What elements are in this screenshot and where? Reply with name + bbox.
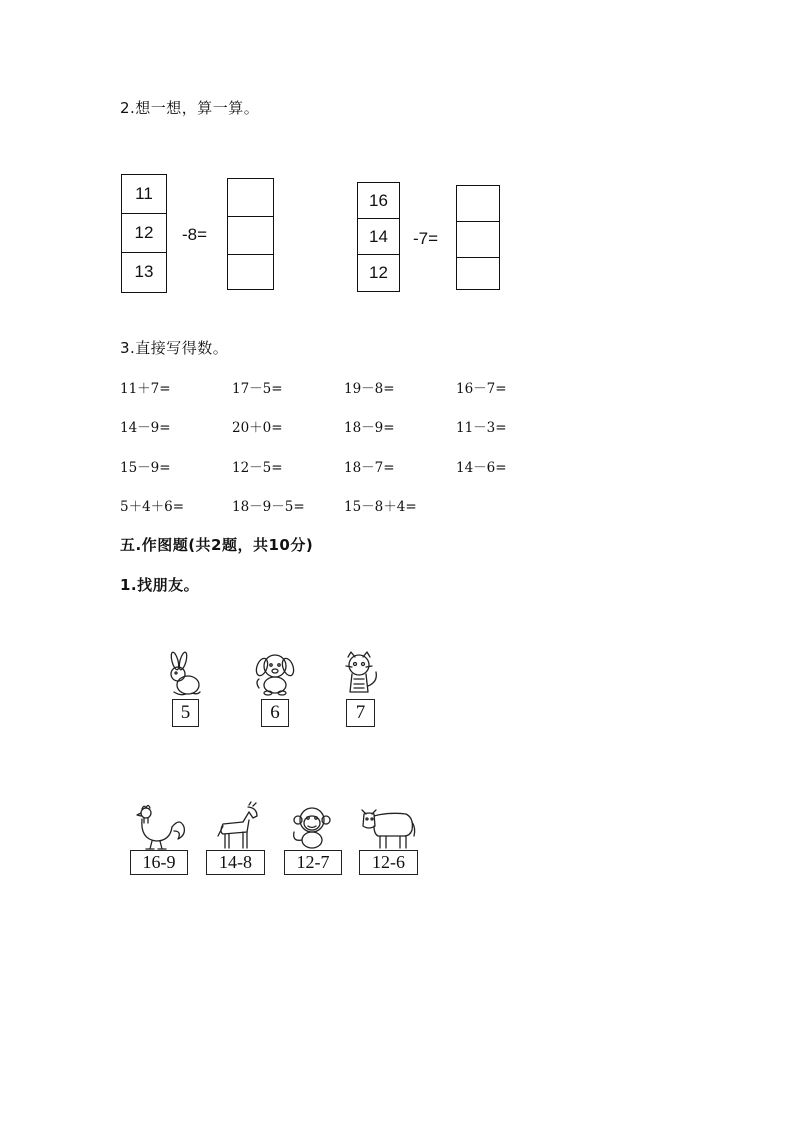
number-cell: 12	[122, 214, 166, 253]
calc-item: 14－6=	[456, 460, 507, 476]
calc-item: 17－5=	[232, 381, 283, 397]
expression-box: 16-9	[130, 850, 188, 875]
monkey-icon	[288, 806, 334, 850]
puppy-icon	[253, 652, 297, 696]
number-cell: 12	[369, 262, 388, 282]
left-number-stack	[121, 174, 167, 293]
calc-item: 20＋0=	[232, 420, 283, 436]
answer-cell[interactable]	[228, 217, 273, 255]
calc-item: 18－9=	[344, 420, 395, 436]
calc-item: 12－5=	[232, 460, 283, 476]
number-cell: 16	[358, 183, 399, 219]
right-answer-stack	[456, 185, 500, 290]
rabbit-icon	[164, 652, 204, 698]
calc-item: 15－9=	[120, 460, 171, 476]
answer-cell[interactable]	[457, 222, 499, 258]
calc-item: 19－8=	[344, 381, 395, 397]
answer-cell[interactable]	[228, 179, 273, 217]
expression-box: 12-7	[284, 850, 342, 875]
rooster-icon	[134, 803, 186, 851]
question-5-1-title: 1.找朋友。	[120, 576, 200, 594]
cat-icon	[338, 652, 380, 698]
cow-icon	[358, 806, 416, 850]
right-operator: -7=	[413, 229, 439, 248]
number-box: 5	[172, 699, 199, 727]
calc-item: 15－8＋4=	[344, 499, 417, 515]
question-2-title: 2.想一想，算一算。	[120, 99, 260, 117]
number-box: 7	[346, 699, 375, 727]
number-cell: 13	[134, 262, 154, 281]
calc-item: 14－9=	[120, 420, 171, 436]
answer-cell[interactable]	[228, 255, 273, 289]
calc-item: 18－9－5=	[232, 499, 305, 515]
calc-item: 16－7=	[456, 381, 507, 397]
number-cell: 11	[122, 175, 166, 214]
calc-item: 11－3=	[456, 420, 507, 436]
answer-cell[interactable]	[457, 258, 499, 288]
number-box: 6	[261, 699, 289, 727]
calc-item: 5＋4＋6=	[120, 499, 185, 515]
number-cell: 14	[358, 219, 399, 255]
question-3-title: 3.直接写得数。	[120, 339, 229, 357]
calc-item: 11＋7=	[120, 381, 171, 397]
donkey-icon	[215, 802, 261, 850]
calc-item: 18－7=	[344, 460, 395, 476]
expression-box: 14-8	[206, 850, 265, 875]
expression-box: 12-6	[359, 850, 418, 875]
right-number-stack	[357, 182, 400, 292]
left-operator: -8=	[182, 225, 208, 244]
answer-cell[interactable]	[457, 186, 499, 222]
section-5-title: 五.作图题(共2题，共10分)	[120, 536, 314, 554]
left-answer-stack	[227, 178, 274, 290]
